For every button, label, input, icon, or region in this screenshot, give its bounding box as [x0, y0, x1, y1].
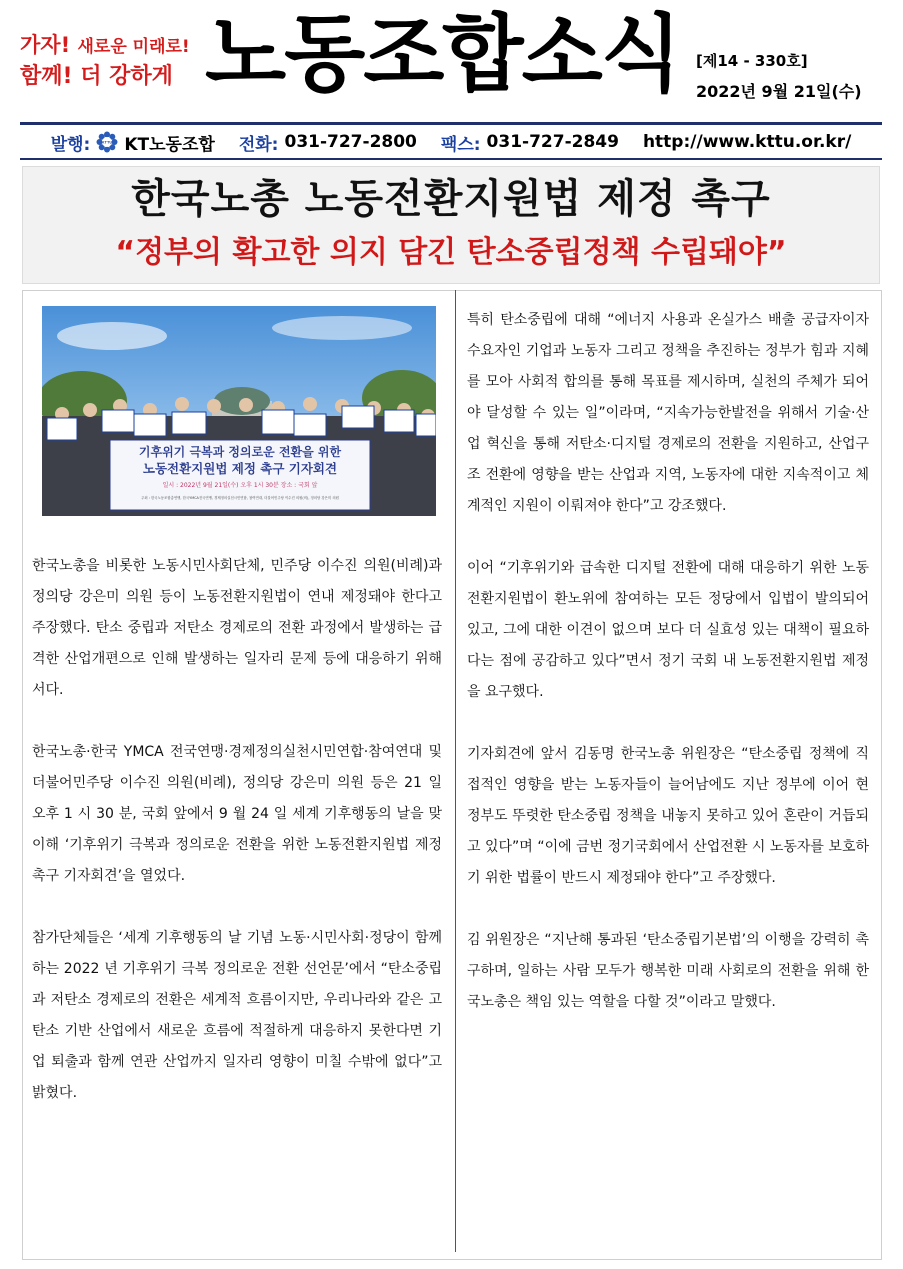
- issue-date: 2022년 9월 21일(수): [696, 82, 862, 101]
- publisher-name: KT노동조합: [124, 134, 215, 155]
- article-right-column: [467, 305, 869, 1018]
- slogan-line1-b: 새로운 미래로!: [77, 37, 190, 57]
- banner-line4: 주최 : 한국노동조합총연맹, 한국YMCA전국연맹, 경제정의실천시민연합, 참여연대, 더불어민주당 이수진 의원(비), 정의당 강은미 의원: [141, 496, 339, 500]
- website-link[interactable]: http://www.kttu.or.kr/: [642, 132, 852, 152]
- article-paragraph: 기자회견에 앞서 김동명 한국노총 위원장은 “탄소중립 정책에 직접적인 영향을 받는 노동자들이 늘어남에도 지난 정부에 이어 현 정부도 뚜렷한 탄소중립 정책을 내놓지 못하고 있어 혼란이 거듭되고 있다”며 “이에 금번 정기국회에서 산업전환 시 노동자를 보호하기 위한 법률이 반드시 제정돼야 한다”고 주장했다.: [467, 746, 869, 886]
- headline-box: [22, 166, 880, 284]
- article-paragraph: 참가단체들은 ‘세계 기후행동의 날 기념 노동·시민사회·정당이 함께 하는 2022 년 기후위기 극복 정의로운 전환 선언문’에서 “탄소중립과 저탄소 경제로의 전환은 세계적 흐름이지만, 우리나라와 같은 고탄소 기반 산업에서 새로운 흐름에 적절하게 대응하지 못한다면 기업 퇴출과 함께 연관 산업까지 일자리 영향이 미칠 수밖에 없다”고 밝혔다.: [32, 930, 442, 1101]
- issue-info: [696, 50, 862, 102]
- article-paragraph: 이어 “기후위기와 급속한 디지털 전환에 대해 대응하기 위한 노동전환지원법이 환노위에 참여하는 모든 정당에서 입법이 발의되어있고, 그에 대한 이견이 없으며 보다 더 실효성 있는 대책이 필요하다는 점에 공감하고 있다”면서 정기 국회 내 노동전환지원법 제정을 요구했다.: [467, 560, 869, 700]
- masthead-title: 노동조합소식: [205, 5, 680, 103]
- headline-subtitle: “정부의 확고한 의지 담긴 탄소중립정책 수립돼야”: [115, 235, 787, 270]
- fax-number: 031-727-2849: [486, 132, 619, 152]
- slogan-line2: 함께! 더 강하게: [20, 64, 173, 89]
- slogan-line1-a: 가자!: [20, 33, 71, 57]
- banner-line2: 노동전환지원법 제정 촉구 기자회견: [142, 461, 338, 476]
- article-paragraph: 한국노총·한국 YMCA 전국연맹·경제정의실천시민연합·참여연대 및 더불어민주당 이수진 의원(비례), 정의당 강은미 의원 등은 21 일 오후 1 시 30 분, 국회 앞에서 9 월 24 일 세계 기후행동의 날을 맞이해 ‘기후위기 극복과 정의로운 전환을 위한 노동전환지원법 제정 촉구 기자회견’을 열었다.: [32, 744, 442, 884]
- article-paragraph: 특히 탄소중립에 대해 “에너지 사용과 온실가스 배출 공급자이자 수요자인 기업과 노동자 그리고 정책을 추진하는 정부가 힘과 지혜를 모아 사회적 합의를 통해 목표를 제시하며, 실천의 주체가 되어야 달성할 수 있는 일”이라며, “지속가능한발전을 위해서 기술·산업 혁신을 통해 저탄소·디지털 경제로의 전환을 지원하고, 산업구조 전환에 영향을 받는 산업과 지역, 노동자에 대한 지속적이고 체계적인 지원이 이뤄져야 한다”고 강조했다.: [467, 312, 869, 514]
- publisher-bar: [20, 128, 882, 156]
- bottom-rule: [20, 158, 882, 160]
- column-divider: [455, 290, 456, 1252]
- article-paragraph: 김 위원장은 “지난해 통과된 ‘탄소중립기본법’의 이행을 강력히 촉구하며, 일하는 사람 모두가 행복한 미래 사회로의 전환을 위해 한국노총은 책임 있는 역할을 다할 것”이라고 말했다.: [467, 932, 869, 1010]
- article-paragraph: 한국노총을 비롯한 노동시민사회단체, 민주당 이수진 의원(비례)과 정의당 강은미 의원 등이 노동전환지원법이 연내 제정돼야 한다고 주장했다. 탄소 중립과 저탄소 경제로의 전환 과정에서 발생하는 급격한 산업개편으로 인해 발생하는 일자리 문제 등에 대응하기 위해서다.: [32, 558, 442, 698]
- publisher-label: 발행:: [50, 134, 91, 155]
- headline-title: 한국노총 노동전환지원법 제정 촉구: [131, 176, 771, 222]
- issue-number: [제14 - 330호]: [696, 52, 808, 70]
- photo-illustration: [42, 306, 436, 516]
- article-left-column: [32, 551, 442, 1109]
- kttu-logo-icon: [96, 131, 118, 153]
- fax-label: 팩스:: [440, 134, 481, 155]
- phone-number: 031-727-2800: [284, 132, 417, 152]
- phone-label: 전화:: [238, 134, 279, 155]
- top-rule: [20, 122, 882, 125]
- banner-line1: 기후위기 극복과 정의로운 전환을 위한: [138, 445, 342, 459]
- slogan: [20, 30, 200, 92]
- svg-text:KTTU: KTTU: [102, 139, 113, 145]
- banner-line3: 일시 : 2022년 9월 21일(수) 오후 1시 30분 장소 : 국회 앞: [162, 482, 318, 489]
- press-conference-photo: [42, 306, 436, 516]
